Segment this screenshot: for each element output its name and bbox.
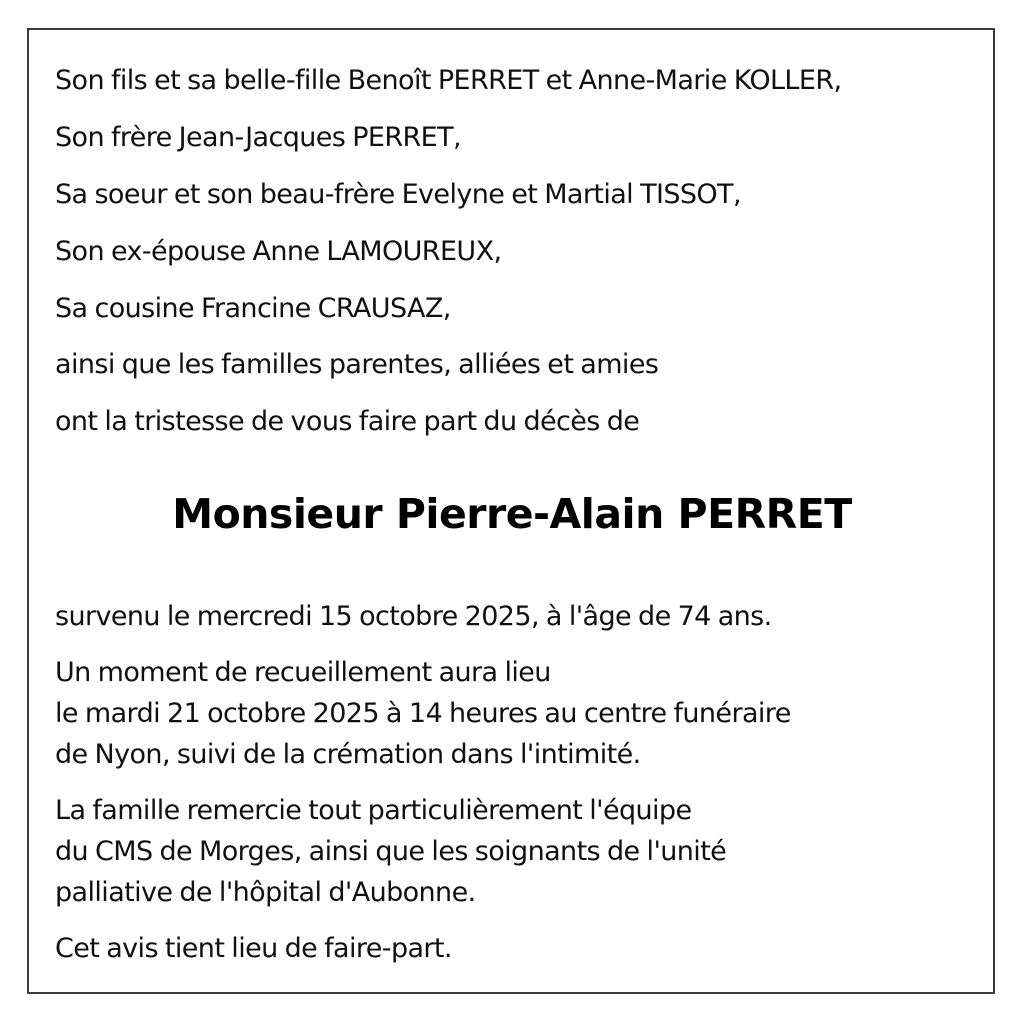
family-line-son: Son fils et sa belle-fille Benoît PERRET et Anne-Marie KOLLER, (55, 65, 842, 96)
thanks-line: du CMS de Morges, ainsi que les soignants de l'unité (55, 836, 727, 867)
ceremony-line: Un moment de recueillement aura lieu (55, 657, 551, 688)
thanks-line: La famille remercie tout particulièrement l'équipe (55, 795, 692, 826)
family-line-relatives: ainsi que les familles parentes, alliées et amies (55, 349, 659, 380)
ceremony-line: le mardi 21 octobre 2025 à 14 heures au centre funéraire (55, 698, 791, 729)
family-line-announcement: ont la tristesse de vous faire part du décès de (55, 406, 640, 437)
ceremony-line: de Nyon, suivi de la crémation dans l'intimité. (55, 739, 641, 770)
family-line-brother: Son frère Jean-Jacques PERRET, (55, 122, 462, 153)
family-line-cousin: Sa cousine Francine CRAUSAZ, (55, 293, 451, 324)
death-date-line: survenu le mercredi 15 octobre 2025, à l'âge de 74 ans. (55, 601, 772, 632)
thanks-line: palliative de l'hôpital d'Aubonne. (55, 877, 476, 908)
family-line-ex-wife: Son ex-épouse Anne LAMOUREUX, (55, 236, 502, 267)
closing-line: Cet avis tient lieu de faire-part. (55, 933, 452, 964)
family-line-sister: Sa soeur et son beau-frère Evelyne et Martial TISSOT, (55, 179, 741, 210)
deceased-name: Monsieur Pierre-Alain PERRET (172, 490, 852, 538)
